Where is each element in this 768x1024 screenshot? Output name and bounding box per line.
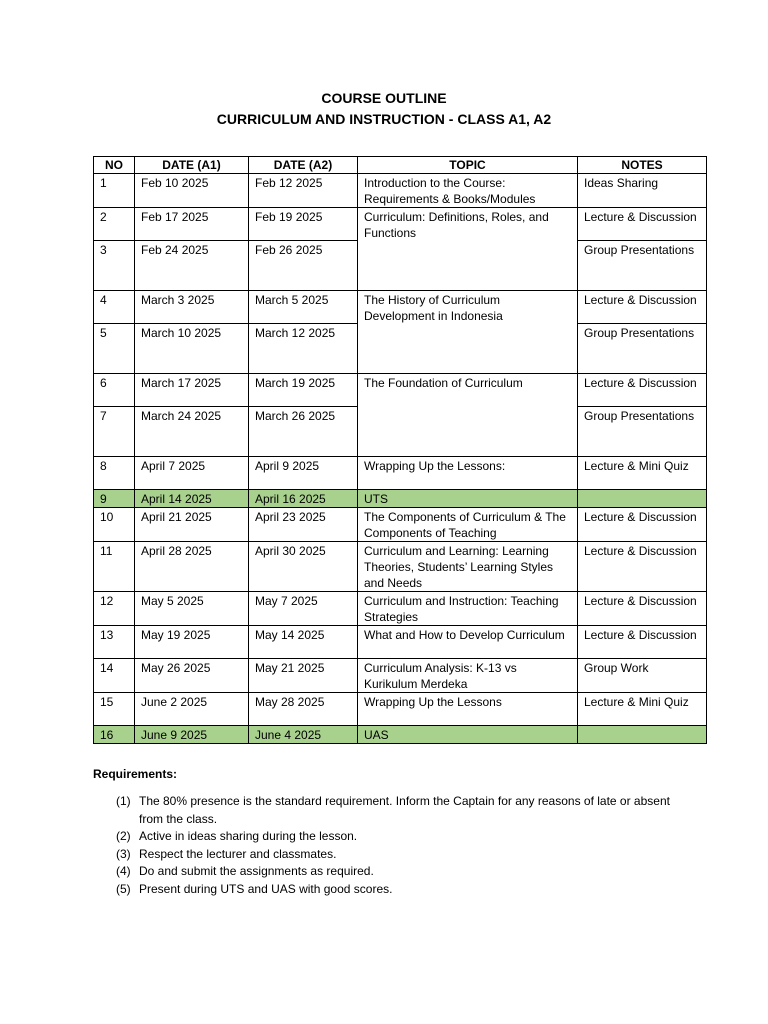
cell-date-a2: March 5 2025 <box>249 291 358 324</box>
list-item-number: (4) <box>116 864 131 878</box>
cell-date-a2: June 4 2025 <box>249 726 358 744</box>
table-row <box>94 291 707 324</box>
cell-notes: Group Presentations <box>578 241 707 291</box>
cell-notes: Lecture & Mini Quiz <box>578 693 707 726</box>
cell-notes <box>578 726 707 744</box>
cell-date-a1: March 17 2025 <box>135 374 249 407</box>
table-row <box>94 208 707 241</box>
cell-no: 5 <box>94 324 135 374</box>
cell-no: 6 <box>94 374 135 407</box>
cell-notes: Lecture & Discussion <box>578 208 707 241</box>
table-row <box>94 542 707 592</box>
cell-date-a1: May 5 2025 <box>135 592 249 626</box>
cell-date-a1: March 24 2025 <box>135 407 249 457</box>
cell-date-a1: Feb 10 2025 <box>135 174 249 208</box>
cell-topic: What and How to Develop Curriculum <box>358 626 578 659</box>
cell-notes: Lecture & Discussion <box>578 508 707 542</box>
cell-no: 8 <box>94 457 135 490</box>
list-item-text: Respect the lecturer and classmates. <box>139 846 337 861</box>
header-no: NO <box>94 157 135 174</box>
requirements-list <box>116 793 676 898</box>
cell-date-a2: May 14 2025 <box>249 626 358 659</box>
cell-topic: UAS <box>358 726 578 744</box>
table-row <box>94 174 707 208</box>
cell-date-a2: Feb 26 2025 <box>249 241 358 291</box>
cell-topic: Curriculum Analysis: K-13 vs Kurikulum Merdeka <box>358 659 578 693</box>
cell-no: 3 <box>94 241 135 291</box>
cell-notes: Lecture & Discussion <box>578 374 707 407</box>
cell-date-a2: April 16 2025 <box>249 490 358 508</box>
cell-notes: Lecture & Discussion <box>578 626 707 659</box>
header-topic: TOPIC <box>358 157 578 174</box>
cell-no: 2 <box>94 208 135 241</box>
cell-topic: The Components of Curriculum & The Components of Teaching <box>358 508 578 542</box>
header-notes: NOTES <box>578 157 707 174</box>
list-item <box>116 881 676 899</box>
header-date-a1: DATE (A1) <box>135 157 249 174</box>
cell-date-a2: May 21 2025 <box>249 659 358 693</box>
cell-date-a1: March 3 2025 <box>135 291 249 324</box>
cell-date-a2: May 7 2025 <box>249 592 358 626</box>
header-date-a2: DATE (A2) <box>249 157 358 174</box>
list-item-text: Do and submit the assignments as required. <box>139 864 374 878</box>
cell-topic: Curriculum and Instruction: Teaching Strategies <box>358 592 578 626</box>
list-item <box>116 828 676 846</box>
cell-date-a1: Feb 17 2025 <box>135 208 249 241</box>
course-outline-table <box>93 156 707 744</box>
table-header-row <box>94 157 707 174</box>
cell-no: 13 <box>94 626 135 659</box>
list-item-number: (1) <box>116 794 131 808</box>
cell-date-a2: April 9 2025 <box>249 457 358 490</box>
cell-no: 10 <box>94 508 135 542</box>
table-row <box>94 508 707 542</box>
cell-date-a2: March 19 2025 <box>249 374 358 407</box>
cell-date-a2: May 28 2025 <box>249 693 358 726</box>
cell-no: 11 <box>94 542 135 592</box>
cell-date-a1: June 2 2025 <box>135 693 249 726</box>
cell-date-a2: March 26 2025 <box>249 407 358 457</box>
list-item-text: Active in ideas sharing during the lesson. <box>139 829 358 843</box>
cell-no: 12 <box>94 592 135 626</box>
cell-topic: Wrapping Up the Lessons <box>358 693 578 726</box>
table-row <box>94 374 707 407</box>
cell-date-a1: May 19 2025 <box>135 626 249 659</box>
cell-date-a2: April 23 2025 <box>249 508 358 542</box>
cell-notes: Ideas Sharing <box>578 174 707 208</box>
table-row <box>94 659 707 693</box>
document-title: COURSE OUTLINE <box>321 90 447 106</box>
cell-no: 9 <box>94 490 135 508</box>
list-item-number: (3) <box>116 846 131 861</box>
document-subtitle: CURRICULUM AND INSTRUCTION - CLASS A1, A2 <box>216 111 552 127</box>
cell-notes <box>578 490 707 508</box>
cell-topic: Curriculum and Learning: Learning Theories, Students’ Learning Styles and Needs <box>358 542 578 592</box>
list-item <box>116 793 676 828</box>
cell-no: 1 <box>94 174 135 208</box>
cell-notes: Group Presentations <box>578 407 707 457</box>
cell-date-a2: March 12 2025 <box>249 324 358 374</box>
cell-notes: Group Work <box>578 659 707 693</box>
list-item-text: Present during UTS and UAS with good scores. <box>139 881 393 896</box>
list-item <box>116 846 676 864</box>
cell-no: 14 <box>94 659 135 693</box>
cell-date-a1: April 14 2025 <box>135 490 249 508</box>
table-row-highlighted <box>94 490 707 508</box>
list-item-number: (5) <box>116 881 131 896</box>
cell-date-a2: April 30 2025 <box>249 542 358 592</box>
cell-notes: Lecture & Mini Quiz <box>578 457 707 490</box>
cell-date-a1: March 10 2025 <box>135 324 249 374</box>
table-row <box>94 693 707 726</box>
cell-notes: Group Presentations <box>578 324 707 374</box>
cell-notes: Lecture & Discussion <box>578 592 707 626</box>
cell-topic: The History of Curriculum Development in Indonesia <box>358 291 578 374</box>
cell-no: 7 <box>94 407 135 457</box>
cell-date-a1: April 28 2025 <box>135 542 249 592</box>
cell-topic: The Foundation of Curriculum <box>358 374 578 457</box>
cell-topic: Wrapping Up the Lessons: <box>358 457 578 490</box>
cell-notes: Lecture & Discussion <box>578 291 707 324</box>
cell-topic: Curriculum: Definitions, Roles, and Functions <box>358 208 578 291</box>
table-row-highlighted <box>94 726 707 744</box>
cell-date-a1: June 9 2025 <box>135 726 249 744</box>
cell-notes: Lecture & Discussion <box>578 542 707 592</box>
cell-no: 4 <box>94 291 135 324</box>
cell-no: 16 <box>94 726 135 744</box>
list-item-number: (2) <box>116 829 131 843</box>
requirements-heading: Requirements: <box>93 767 178 781</box>
cell-topic: UTS <box>358 490 578 508</box>
cell-topic: Introduction to the Course: Requirements & Books/Modules <box>358 174 578 208</box>
cell-date-a2: Feb 19 2025 <box>249 208 358 241</box>
cell-no: 15 <box>94 693 135 726</box>
table-row <box>94 626 707 659</box>
list-item <box>116 863 676 881</box>
table-row <box>94 457 707 490</box>
cell-date-a1: May 26 2025 <box>135 659 249 693</box>
cell-date-a1: Feb 24 2025 <box>135 241 249 291</box>
cell-date-a2: Feb 12 2025 <box>249 174 358 208</box>
list-item-text: The 80% presence is the standard requirement. Inform the Captain for any reasons of late or absent from the class. <box>139 794 670 826</box>
cell-date-a1: April 7 2025 <box>135 457 249 490</box>
cell-date-a1: April 21 2025 <box>135 508 249 542</box>
table-row <box>94 592 707 626</box>
